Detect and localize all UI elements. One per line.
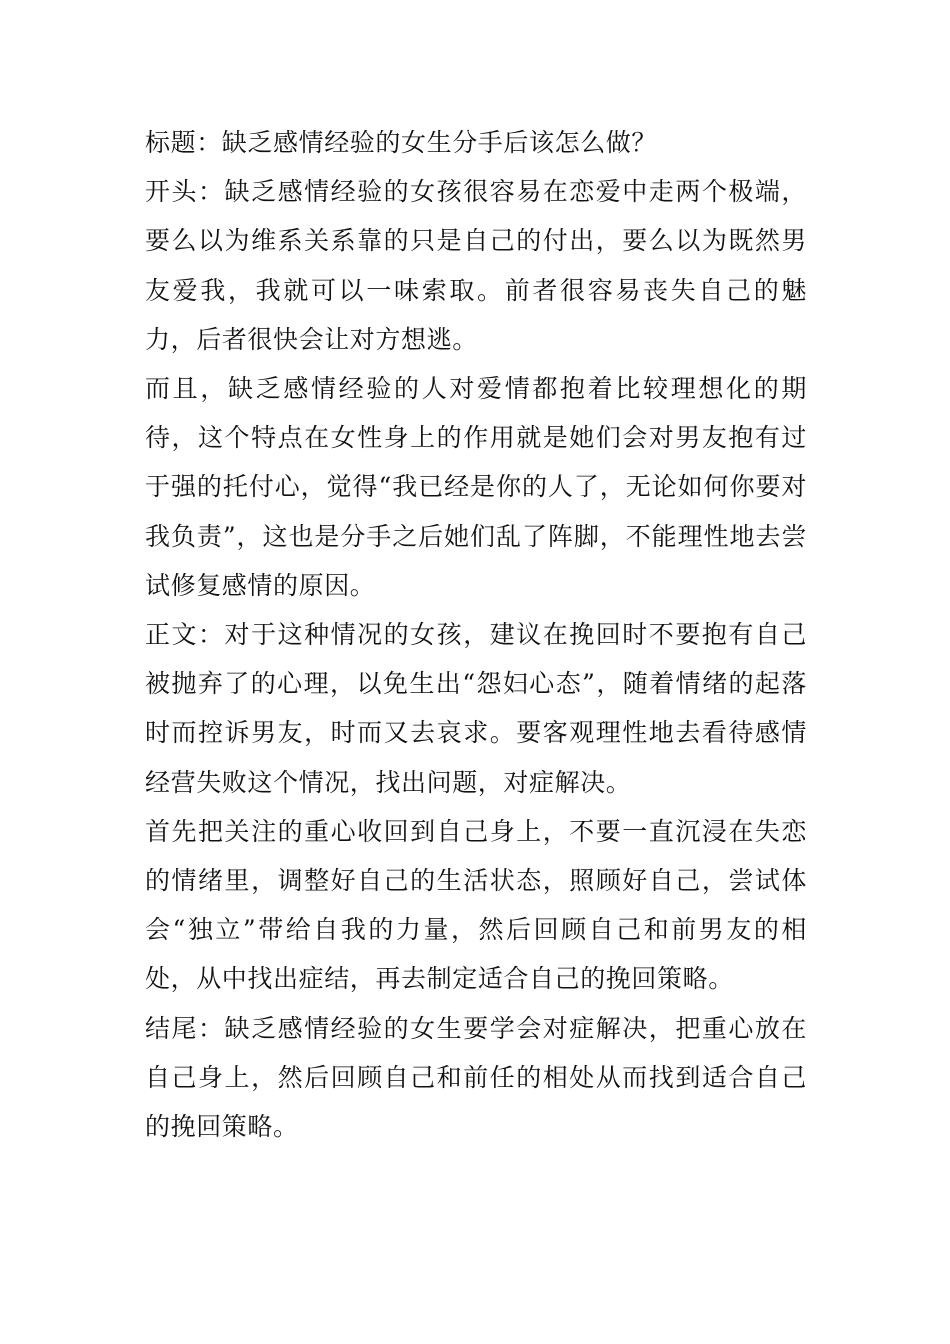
opening-paragraph: 开头：缺乏感情经验的女孩很容易在恋爱中走两个极端，要么以为维系关系靠的只是自己的付出，要么以为既然男友爱我，我就可以一味索取。前者很容易丧失自己的魅力，后者很快会让对方想逃。	[145, 177, 807, 354]
ending-paragraph: 结尾：缺乏感情经验的女生要学会对症解决，把重心放在自己身上，然后回顾自己和前任的相处从而找到适合自己的挽回策略。	[145, 1013, 807, 1142]
opening-continued-paragraph: 而且，缺乏感情经验的人对爱情都抱着比较理想化的期待，这个特点在女性身上的作用就是她们会对男友抱有过于强的托付心，觉得“我已经是你的人了，无论如何你要对我负责”，这也是分手之后她们乱了阵脚，不能理性地去尝试修复感情的原因。	[145, 374, 807, 600]
document-body	[145, 118, 807, 1151]
main-text-paragraph: 正文：对于这种情况的女孩，建议在挽回时不要抱有自己被抛弃了的心理，以免生出“怨妇心态”，随着情绪的起落时而控诉男友，时而又去哀求。要客观理性地去看待感情经营失败这个情况，找出问题，对症解决。	[145, 620, 807, 797]
title-paragraph: 标题：缺乏感情经验的女生分手后该怎么做？	[145, 128, 658, 157]
main-text-continued-paragraph: 首先把关注的重心收回到自己身上，不要一直沉浸在失恋的情绪里，调整好自己的生活状态，照顾好自己，尝试体会“独立”带给自我的力量，然后回顾自己和前男友的相处，从中找出症结，再去制定适合自己的挽回策略。	[145, 816, 807, 994]
